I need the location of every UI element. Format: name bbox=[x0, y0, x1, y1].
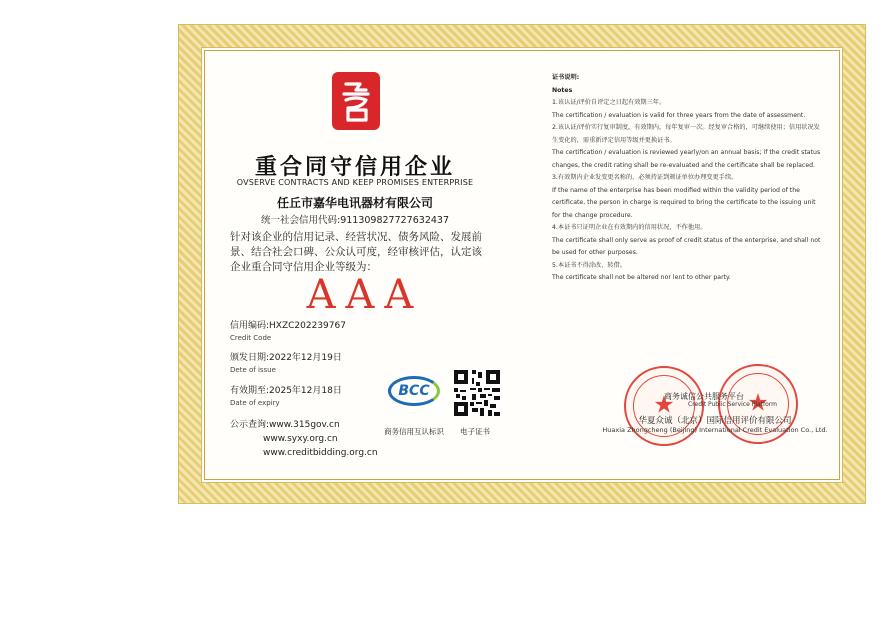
expiry-date-label-en: Date of expiry bbox=[230, 399, 280, 407]
unified-credit-code: 统一社会信用代码:911309827727632437 bbox=[261, 215, 449, 226]
credit-code-label-en: Credit Code bbox=[230, 334, 272, 342]
note-line: The certification / evaluation is reviewed yearly/on an annual basis; if the credit status changes, the credit rating shall be re-evaluated and the certificate shall be replaced. bbox=[552, 149, 821, 169]
issuer-name-en: Huaxia Zhongcheng (Beijing) International Credit Evaluation Co., Ltd. bbox=[602, 426, 828, 434]
notes-heading-cn: 证书说明: bbox=[552, 74, 580, 81]
credit-code-value: 信用编码:HXZC202239767 bbox=[230, 321, 346, 331]
credit-grade: AAA bbox=[306, 272, 424, 318]
note-line: 2.该认证/评价实行复审制度，有效期内，每年复审一次。经复审合格的，可继续使用；信用状况发生变化的，需重新评定信用等级并更换证书。 bbox=[552, 124, 820, 144]
bcc-caption: 商务信用互认标识 bbox=[384, 427, 444, 436]
credit-logo-icon bbox=[332, 72, 380, 130]
certificate-title: 重合同守信用企业 bbox=[254, 154, 455, 180]
credit-code-field bbox=[230, 320, 346, 344]
issue-date-value: 颁发日期:2022年12月19日 bbox=[230, 353, 342, 363]
bcc-logo-icon: BCC bbox=[388, 376, 440, 406]
issue-date-field bbox=[230, 352, 342, 376]
official-seal-1: ★ bbox=[624, 366, 704, 446]
query-label: 公示查询: bbox=[230, 420, 270, 430]
company-name: 任丘市嘉华电讯器材有限公司 bbox=[276, 196, 433, 210]
official-seal-2: ★ bbox=[718, 364, 798, 444]
certificate-body-text: 针对该企业的信用记录、经营状况、债务风险、发展前景、结合社会口碑、公众认可度，经审核评估，认定该企业重合同守信用企业等级为： bbox=[230, 231, 482, 273]
note-line: 4.本证书只证明企业在有效期内的信用状况，不作他用。 bbox=[552, 224, 707, 231]
qr-caption: 电子证书 bbox=[460, 427, 490, 436]
note-line: 3.有效期内企业发变更名称的，必须持证到颁证单位办理变更手续。 bbox=[552, 174, 738, 181]
issue-date-label-en: Dete of issue bbox=[230, 366, 276, 374]
query-site-1[interactable]: www.315gov.cn bbox=[269, 420, 340, 430]
issuer-name: 华夏众诚（北京）国际信用评价有限公司 bbox=[638, 416, 792, 426]
note-line: 5.本证书不得涂改、转借。 bbox=[552, 261, 626, 269]
note-line: The certification / evaluation is valid for three years from the date of assessment. bbox=[552, 111, 806, 119]
note-line: The certificate shall not be altered nor lent to other party. bbox=[552, 274, 731, 281]
query-site-3[interactable]: www.creditbidding.org.cn bbox=[263, 448, 378, 458]
platform-name-en: Credit Public Service Platform bbox=[688, 401, 778, 408]
note-line: The certificate shall only serve as proof of credit status of the enterprise, and shall not be used for other purposes. bbox=[552, 236, 821, 256]
note-line: 1.该认证/评价自评定之日起有效期三年。 bbox=[552, 99, 666, 106]
issuer-block bbox=[600, 414, 830, 434]
platform-name: 商务诚信公共服务平台 bbox=[664, 392, 744, 401]
query-site-2[interactable]: www.syxy.org.cn bbox=[263, 434, 338, 444]
public-query bbox=[230, 418, 378, 460]
qr-code-icon[interactable] bbox=[454, 370, 500, 416]
expiry-date-field bbox=[230, 385, 342, 409]
notes-heading-en: Notes bbox=[552, 86, 573, 94]
expiry-date-value: 有效期至:2025年12月18日 bbox=[230, 386, 342, 396]
notes-panel bbox=[552, 72, 822, 285]
certificate-title-en: OVSERVE CONTRACTS AND KEEP PROMISES ENTERPRISE bbox=[236, 178, 474, 187]
note-line: If the name of the enterprise has been modified within the validity period of the certificate, the person in charge is required to bring the certificate to the issuing unit for the change procedure. bbox=[552, 186, 816, 219]
